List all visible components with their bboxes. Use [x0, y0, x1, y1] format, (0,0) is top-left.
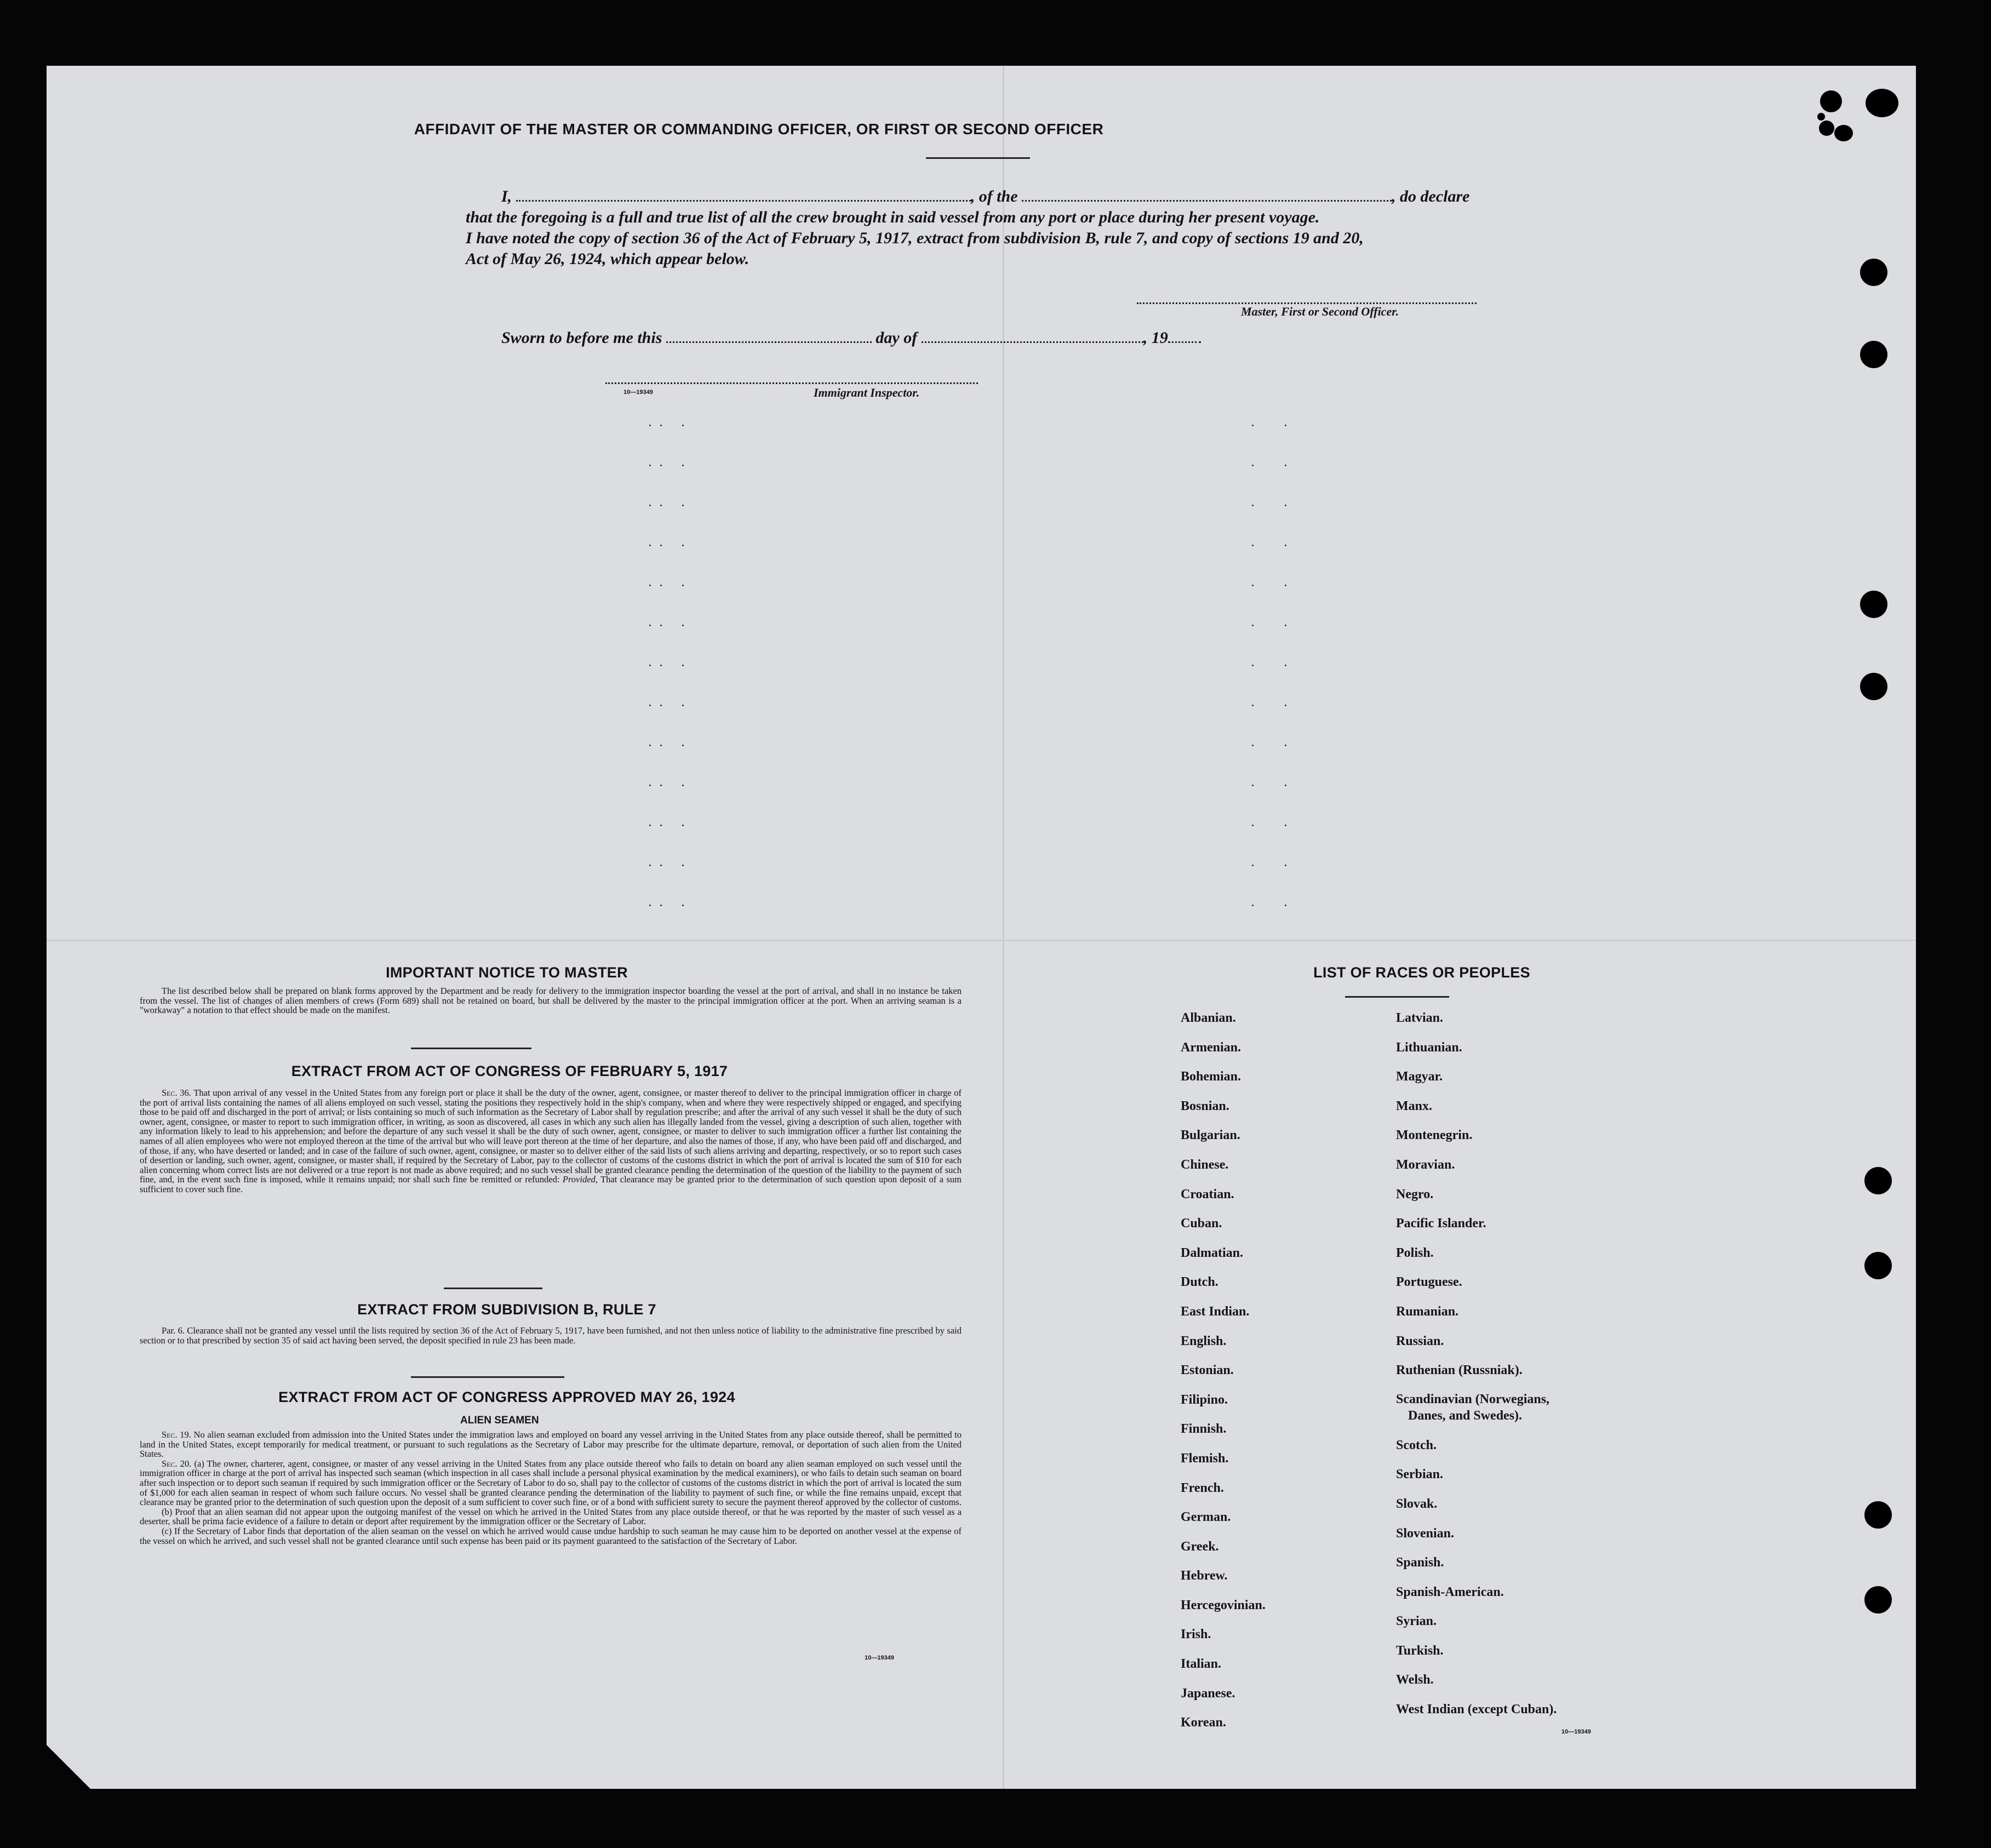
affidavit-line-3: I have noted the copy of section 36 of the Act of February 5, 1917, extract from subdivision B, rule 7, and copy of sections 19 and 20,	[466, 229, 1364, 247]
affidavit-of-the: , of the	[970, 187, 1018, 205]
faded-mark	[682, 465, 684, 466]
races-left-column	[1181, 1004, 1266, 1738]
punch-hole	[1860, 259, 1887, 286]
punch-hole	[1864, 1501, 1892, 1529]
divider	[411, 1376, 564, 1378]
faded-mark	[1252, 905, 1254, 906]
race-item: Manx.	[1396, 1098, 1432, 1113]
sworn-text: Sworn to before me this	[501, 329, 662, 347]
race-item: Dutch.	[1181, 1275, 1218, 1290]
document-page	[47, 66, 1916, 1789]
race-item: Hercegovinian.	[1181, 1598, 1266, 1612]
vessel-field[interactable]	[1022, 200, 1392, 202]
race-item: Moravian.	[1396, 1157, 1455, 1172]
sec-36-text-end: That clearance may be granted prior to the determination of such question upon deposit of a sum sufficient to cover such fine.	[140, 1174, 962, 1194]
faded-mark	[1252, 585, 1254, 586]
race-item: Slovenian.	[1396, 1526, 1455, 1541]
faded-mark	[660, 665, 662, 666]
race-item: Chinese.	[1181, 1157, 1229, 1172]
faded-mark	[649, 745, 651, 746]
divider	[411, 1048, 531, 1049]
race-item: Slovak.	[1396, 1496, 1438, 1511]
sec-19-label: Sec. 19.	[162, 1429, 191, 1440]
faded-mark	[682, 665, 684, 666]
faded-mark	[649, 625, 651, 626]
faded-mark	[682, 505, 684, 506]
race-item: East Indian.	[1181, 1304, 1250, 1319]
faded-mark	[660, 545, 662, 546]
race-item: Bosnian.	[1181, 1098, 1229, 1113]
faded-mark	[649, 905, 651, 906]
form-number-top: 10—19349	[623, 389, 653, 396]
race-item: Albanian.	[1181, 1011, 1236, 1025]
faded-mark	[649, 785, 651, 786]
sworn-day-field[interactable]	[666, 341, 872, 343]
faded-mark	[682, 545, 684, 546]
race-item: Negro.	[1396, 1187, 1434, 1202]
punch-hole	[1864, 1586, 1892, 1614]
faded-mark	[682, 785, 684, 786]
faded-mark	[1252, 825, 1254, 826]
faded-mark	[1285, 705, 1286, 706]
race-item: Japanese.	[1181, 1686, 1235, 1701]
race-item: Serbian.	[1396, 1467, 1444, 1482]
race-item: Hebrew.	[1181, 1569, 1228, 1583]
affidavit-line-4: Act of May 26, 1924, which appear below.	[466, 250, 750, 268]
races-divider	[1345, 996, 1449, 998]
race-item-line: Scandinavian (Norwegians,	[1396, 1392, 1550, 1406]
race-item: Magyar.	[1396, 1069, 1443, 1084]
race-item: Croatian.	[1181, 1187, 1234, 1202]
faded-mark	[1285, 625, 1286, 626]
race-item: Armenian.	[1181, 1040, 1241, 1055]
faded-mark	[649, 705, 651, 706]
race-item: Spanish-American.	[1396, 1584, 1504, 1599]
faded-mark	[1252, 425, 1254, 426]
race-item: Estonian.	[1181, 1363, 1234, 1378]
race-item: Italian.	[1181, 1657, 1222, 1672]
faded-mark	[1285, 665, 1286, 666]
notice-title: IMPORTANT NOTICE TO MASTER	[386, 964, 628, 981]
race-item: Portuguese.	[1396, 1275, 1462, 1290]
race-item: German.	[1181, 1510, 1231, 1525]
sworn-year-field[interactable]	[1168, 341, 1201, 343]
punch-hole	[1860, 341, 1887, 368]
day-of-text: day of	[876, 329, 918, 347]
faded-mark	[682, 745, 684, 746]
faded-mark	[682, 865, 684, 866]
race-item: Cuban.	[1181, 1216, 1222, 1231]
race-item-line: Danes, and Swedes).	[1408, 1408, 1523, 1423]
faded-mark	[660, 745, 662, 746]
race-item: Dalmatian.	[1181, 1245, 1243, 1260]
faded-mark	[1252, 745, 1254, 746]
race-item	[1396, 1386, 1557, 1431]
rule-7-text: Par. 6. Clearance shall not be granted any vessel until the lists required by section 36 of the Act of February 5, 1917, have been furnished, and not then unless notice of liability to the administrative fine prescribed by said section or to that prescribed by section 35 of said act having been served, the deposit specified in rule 23 has been made.	[140, 1325, 962, 1346]
faded-mark	[649, 585, 651, 586]
sec-19	[140, 1430, 962, 1459]
extract-1917-text	[140, 1088, 962, 1194]
faded-mark	[1285, 585, 1286, 586]
sec-20a-text: (a) The owner, charterer, agent, consignee, or master of any vessel arriving in the United States from any place outside thereof who fails to detain on board any alien seaman employed on such vessel until the immigration officer in charge at the port of arrival has inspected such seaman (which inspection in all cases shall include a personal physical examination by the medical examiners), or who fails to detain such seaman on board after such inspection or to deport such seaman if required by such immigration officer or the Secretary of Labor to do so, shall pay to the collector of customs of the customs district in which the port of arrival is located the sum of $1,000 for each alien seaman in respect of whom such failure occurs. No vessel shall be granted clearance pending the determination of the liability to payment of such fine, or while the fine remains unpaid, except that clearance may be granted prior to the determination of such question upon the deposit of a sum sufficient to cover such fine, or of a bond with sufficient surety to secure the payment thereof approved by the collector of customs.	[140, 1458, 962, 1508]
affidavit-line-2: that the foregoing is a full and true list of all the crew brought in said vessel from any port or place during her present voyage.	[466, 208, 1320, 226]
faded-mark	[649, 545, 651, 546]
inspector-label: Immigrant Inspector.	[814, 386, 920, 399]
race-item: Filipino.	[1181, 1392, 1228, 1407]
ink-blot	[1820, 90, 1842, 112]
sec-36-text: That upon arrival of any vessel in the United States from any foreign port or place it shall be the duty of the owner, agent, consignee, or master thereof to deliver to the principal immigration officer in charge of the port of arrival lists containing the names of all aliens employed on such vessel, stating the positions they respectively hold in the ship's company, when and where they were respectively shipped or engaged, and specifying those to be paid off and discharged in the port of arrival; or lists containing so much of such information as the Secretary of Labor shall by regulation prescribe; and after the arrival of any such vessel it shall be the duty of such owner, agent, consignee, or master to report to such immigration officer, in writing, as soon as discovered, all cases in which any such alien has illegally landed from the vessel, giving a description of such alien, together with any information likely to lead to his apprehension; and before the departure of any such vessel it shall be the duty of such owner, agent, consignee, or master to deliver to such immigration officer a further list containing the names of all alien employees who were not employed thereon at the time of the arrival but who will leave port thereon at the time of her departure, and also the names of those, if any, who have been paid off and discharged, and of those, if any, who have deserted or landed; and in case of the failure of such owner, agent, consignee, or master so to deliver either of the said lists of such aliens arriving and departing, respectively, or so to report such cases of desertion or landing, such owner, agent, consignee, or master shall, if required by the Secretary of Labor, pay to the collector of customs of the customs district in which the port of arrival is located the sum of $10 for each alien concerning whom correct lists are not delivered or a true report is not made as above required; and no such vessel shall be granted clearance pending the determination of the question of the liability to the payment of such fine, and, in the event such fine is imposed, while it remains unpaid; nor shall such fine be remitted or refunded:	[140, 1088, 962, 1185]
form-number-right: 10—19349	[1561, 1729, 1591, 1735]
faded-mark	[1285, 825, 1286, 826]
faded-mark	[682, 585, 684, 586]
races-right-column	[1396, 1004, 1557, 1725]
faded-mark	[1252, 785, 1254, 786]
faded-mark	[660, 505, 662, 506]
race-item: Greek.	[1181, 1539, 1219, 1554]
punch-hole	[1864, 1252, 1892, 1279]
race-item: Lithuanian.	[1396, 1040, 1462, 1055]
affidavit-declare: , do declare	[1392, 187, 1470, 205]
race-item: Pacific Islander.	[1396, 1216, 1486, 1231]
race-item: Scotch.	[1396, 1438, 1437, 1452]
faded-mark	[1285, 465, 1286, 466]
faded-mark	[660, 625, 662, 626]
race-item: West Indian (except Cuban).	[1396, 1702, 1557, 1717]
faded-mark	[660, 865, 662, 866]
faded-mark	[1252, 705, 1254, 706]
faded-mark	[1252, 465, 1254, 466]
faded-mark	[1285, 425, 1286, 426]
faded-mark	[682, 905, 684, 906]
faded-mark	[1252, 545, 1254, 546]
extract-1924-title: EXTRACT FROM ACT OF CONGRESS APPROVED MAY 26, 1924	[278, 1389, 735, 1405]
race-item: Syrian.	[1396, 1614, 1437, 1629]
faded-mark	[682, 825, 684, 826]
faded-mark	[660, 585, 662, 586]
races-title: LIST OF RACES OR PEOPLES	[1313, 964, 1530, 981]
provided-word: Provided,	[562, 1174, 598, 1185]
rule-7-title: EXTRACT FROM SUBDIVISION B, RULE 7	[357, 1301, 656, 1318]
faded-mark	[649, 665, 651, 666]
ink-blot	[1866, 89, 1898, 117]
race-item: Irish.	[1181, 1627, 1211, 1642]
sec-19-text: No alien seaman excluded from admission into the United States under the immigration laws and employed on board any vessel arriving in the United States from any place outside thereof, shall be permitted to land in the United States, except temporarily for medical treatment, or pursuant to such regulations as the Secretary of Labor may prescribe for the ultimate departure, removal, or deportation of such alien from the United States.	[140, 1429, 962, 1460]
race-item: Welsh.	[1396, 1673, 1434, 1687]
affidavit-i: I,	[501, 187, 512, 205]
faded-mark	[1285, 785, 1286, 786]
race-item: Turkish.	[1396, 1643, 1444, 1658]
sec-20b: (b) Proof that an alien seaman did not appear upon the outgoing manifest of the vessel on which he arrived in the United States from any place outside thereof, or that he was reported by the master of such vessel as a deserter, shall be prima facie evidence of a failure to detain or deport after requirement by the immigration officer or the Secretary of Labor.	[140, 1506, 962, 1527]
sworn-month-field[interactable]	[922, 341, 1143, 343]
race-item: Spanish.	[1396, 1555, 1444, 1570]
faded-mark	[660, 705, 662, 706]
faded-mark	[649, 425, 651, 426]
folded-corner	[47, 1745, 90, 1789]
punch-hole	[1864, 1167, 1892, 1194]
race-item: Latvian.	[1396, 1011, 1444, 1025]
sec-20c: (c) If the Secretary of Labor finds that deportation of the alien seaman on the vessel on which he arrived would cause undue hardship to such seaman he may cause him to be deported on another vessel at the expense of the vessel on which he arrived, and such vessel shall not be granted clearance until such expense has been paid or its payment guaranteed to the satisfaction of the Secretary of Labor.	[140, 1525, 962, 1546]
affidavit-title: AFFIDAVIT OF THE MASTER OR COMMANDING OFFICER, OR FIRST OR SECOND OFFICER	[414, 121, 1104, 138]
faded-mark	[1252, 505, 1254, 506]
faded-mark	[660, 785, 662, 786]
faded-mark	[649, 465, 651, 466]
race-item: Russian.	[1396, 1334, 1444, 1348]
race-item: Ruthenian (Russniak).	[1396, 1363, 1523, 1378]
faded-mark	[649, 825, 651, 826]
fold-line-vertical	[1003, 66, 1004, 1789]
faded-mark	[649, 505, 651, 506]
year-prefix: , 19	[1143, 329, 1168, 347]
ink-blot	[1817, 113, 1825, 121]
title-divider	[926, 157, 1030, 159]
race-item: English.	[1181, 1334, 1227, 1348]
faded-mark	[682, 425, 684, 426]
faded-mark	[1252, 625, 1254, 626]
faded-mark	[1285, 545, 1286, 546]
name-field[interactable]	[516, 200, 971, 202]
sworn-line	[501, 328, 1201, 348]
faded-mark	[660, 465, 662, 466]
affidavit-line-1	[501, 186, 1469, 207]
sec-20a	[140, 1459, 962, 1507]
race-item: Rumanian.	[1396, 1304, 1459, 1319]
ink-blot	[1834, 125, 1853, 141]
master-signature-line[interactable]	[1137, 302, 1477, 304]
inspector-signature-line[interactable]	[605, 382, 978, 384]
race-item: French.	[1181, 1480, 1224, 1495]
form-number-left: 10—19349	[865, 1655, 894, 1661]
notice-text: The list described below shall be prepared on blank forms approved by the Department and be ready for delivery to the immigration inspector boarding the vessel at the port of arrival, and shall in no instance be taken from the vessel. The list of changes of alien members of crews (Form 689) shall not be retained on board, but shall be delivered by the master to the principal immigration officer at the port. When an arriving seaman is a "workaway" a notation to that effect should be made on the manifest.	[140, 986, 962, 1016]
ink-blot	[1819, 121, 1834, 136]
race-item: Polish.	[1396, 1245, 1434, 1260]
faded-mark	[660, 905, 662, 906]
fold-line-horizontal	[47, 940, 1916, 941]
faded-mark	[660, 825, 662, 826]
extract-1917-title: EXTRACT FROM ACT OF CONGRESS OF FEBRUARY 5, 1917	[291, 1063, 728, 1079]
faded-mark	[1285, 745, 1286, 746]
race-item: Bulgarian.	[1181, 1128, 1240, 1143]
punch-hole	[1860, 673, 1887, 700]
sec-20-label: Sec. 20.	[162, 1458, 192, 1469]
alien-seamen-subtitle: ALIEN SEAMEN	[460, 1415, 539, 1426]
extract-1924-text	[140, 1430, 962, 1546]
sec-36-label: Sec. 36.	[162, 1088, 191, 1098]
race-item: Korean.	[1181, 1715, 1226, 1730]
faded-mark	[1285, 505, 1286, 506]
race-item: Finnish.	[1181, 1422, 1227, 1437]
faded-mark	[1285, 905, 1286, 906]
race-item: Bohemian.	[1181, 1069, 1241, 1084]
race-item: Flemish.	[1181, 1451, 1229, 1466]
faded-mark	[1252, 865, 1254, 866]
punch-hole	[1860, 591, 1887, 618]
faded-mark	[682, 625, 684, 626]
faded-mark	[660, 425, 662, 426]
master-signature-label: Master, First or Second Officer.	[1241, 305, 1399, 318]
race-item: Montenegrin.	[1396, 1128, 1473, 1143]
faded-mark	[649, 865, 651, 866]
faded-mark	[1252, 665, 1254, 666]
divider	[444, 1288, 542, 1289]
faded-mark	[682, 705, 684, 706]
faded-mark	[1285, 865, 1286, 866]
